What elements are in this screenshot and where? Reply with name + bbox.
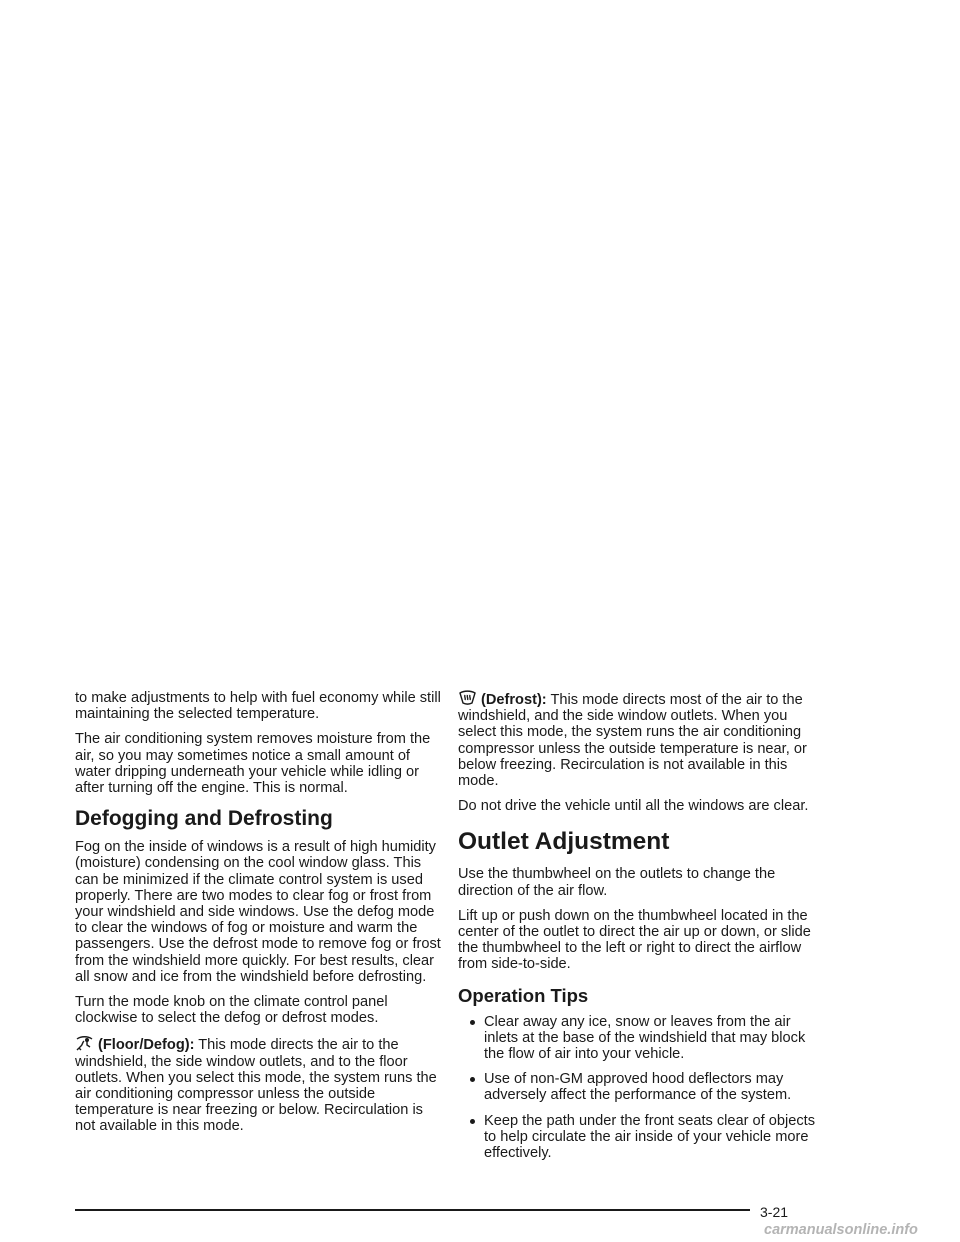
heading-operation-tips: Operation Tips (458, 984, 589, 1006)
list-item (458, 1071, 828, 1103)
paragraph-defrost (458, 690, 828, 789)
floor-defog-icon (75, 1035, 94, 1052)
paragraph-floor-defog (75, 1035, 441, 1134)
tip-text: Clear away any ice, snow or leaves from the air inlets at the base of the windshield that may block the flow of air into your vehicle. (484, 1013, 806, 1063)
bullet-icon (470, 1077, 475, 1082)
heading-defogging-defrosting: Defogging and Defrosting (75, 807, 333, 831)
defrost-label: (Defrost): (481, 692, 547, 708)
paragraph-mode-knob: Turn the mode knob on the climate control panel clockwise to select the defog or defrost modes. (75, 994, 388, 1027)
right-column (458, 690, 828, 1170)
defrost-icon (458, 690, 477, 707)
heading-outlet-adjustment: Outlet Adjustment (458, 828, 670, 856)
paragraph-thumbwheel-direction: Lift up or push down on the thumbwheel located in the center of the outlet to direct the air up or down, or slide the thumbwheel to the left or right to direct the airflow from side-to-side. (458, 907, 811, 973)
paragraph-drive-warning: Do not drive the vehicle until all the windows are clear. (458, 798, 809, 815)
paragraph-fuel-economy: to make adjustments to help with fuel economy while still maintaining the selected temperature. (75, 690, 441, 723)
footer-rule (75, 1209, 750, 1211)
paragraph-fog: Fog on the inside of windows is a result of high humidity (moisture) condensing on the cool window glass. This can be minimized if the climate control system is used properly. There are two modes to clear fog or frost from your windshield and side windows. Use the defog mode to clear the windows of fog or moisture and warm the passengers. Use the defrost mode to remove fog or frost from the windshield more quickly. For best results, clear all snow and ice from the windshield before defrosting. (75, 839, 441, 985)
tip-text: Keep the path under the front seats clear of objects to help circulate the air inside of your vehicle more effectively. (484, 1112, 816, 1162)
tip-text: Use of non-GM approved hood deflectors may adversely affect the performance of the system. (484, 1071, 792, 1104)
list-item (458, 1113, 828, 1162)
paragraph-moisture: The air conditioning system removes moisture from the air, so you may sometimes notice a small amount of water dripping underneath your vehicle while idling or after turning off the engine. This is normal. (75, 731, 431, 797)
watermark: carmanualsonline.info (764, 1222, 918, 1238)
list-item (458, 1014, 828, 1063)
bullet-icon (470, 1119, 475, 1124)
paragraph-thumbwheel: Use the thumbwheel on the outlets to change the direction of the air flow. (458, 866, 776, 899)
tips-list (458, 1014, 828, 1162)
defrost-description: This mode directs most of the air to the windshield, and the side window outlets. When you select this mode, the system runs the air conditioning compressor unless the outside temperature is near, or below freezing. Recirculation is not available in this mode. (458, 692, 807, 790)
bullet-icon (470, 1020, 475, 1025)
floor-defog-label: (Floor/Defog): (98, 1037, 195, 1054)
floor-defog-description: This mode directs the air to the windshield, the side window outlets, and to the floor outlets. When you select this mode, the system runs the air conditioning compressor unless the outside temperature is near freezing or below. Recirculation is not available in this mode. (75, 1037, 437, 1135)
page-number: 3-21 (760, 1204, 789, 1220)
left-column (75, 690, 441, 1144)
